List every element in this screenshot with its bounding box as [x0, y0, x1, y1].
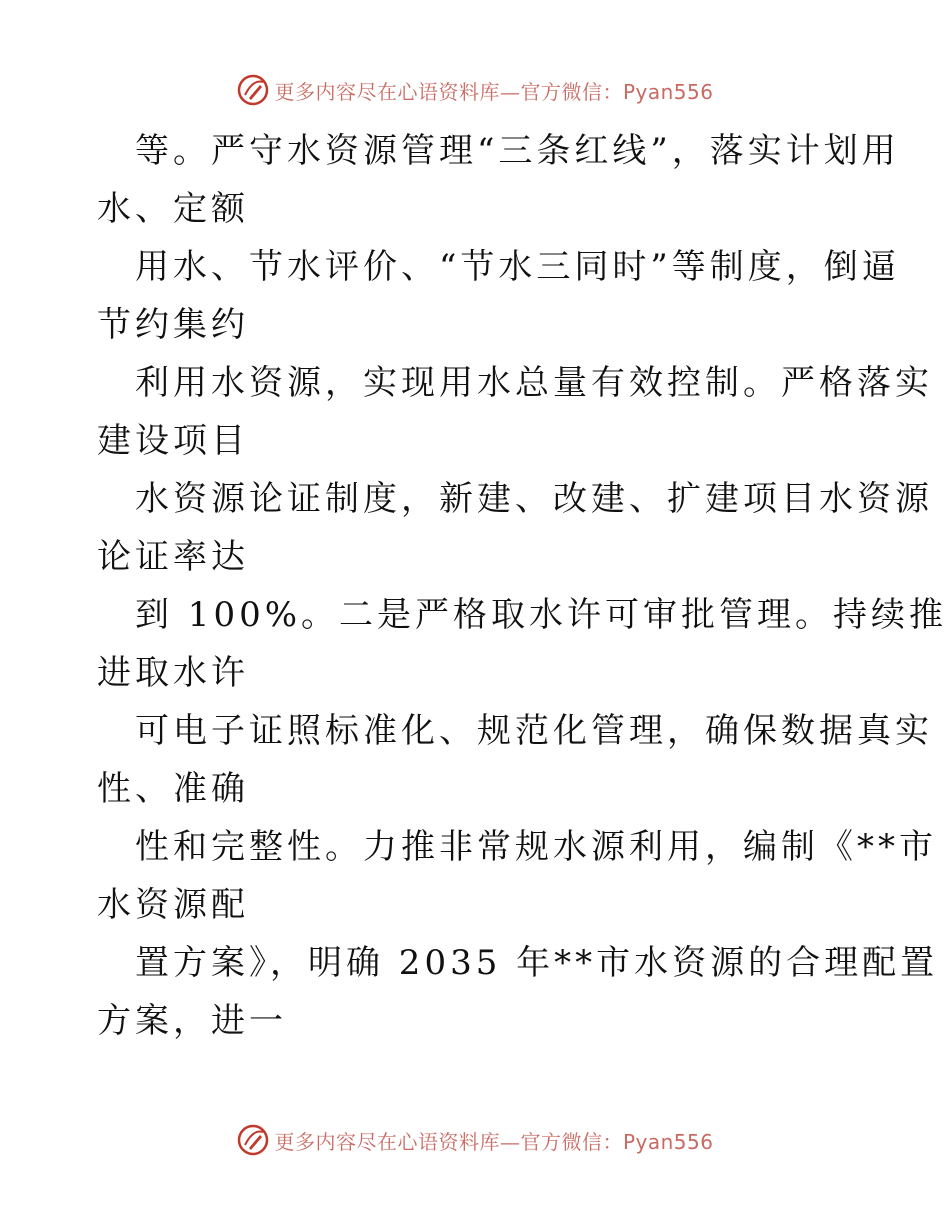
- pen-logo-icon: [236, 73, 270, 107]
- pen-logo-icon: [236, 1123, 270, 1157]
- text-line: 利用水资源，实现用水总量有效控制。严格落实: [135, 363, 933, 403]
- text-line: 水、定额: [97, 189, 249, 229]
- text-line: 进取水许: [97, 653, 249, 693]
- text-line: 性、准确: [97, 769, 249, 809]
- banner-wechat-text: 官方微信：Pyan556: [520, 1129, 714, 1154]
- banner-dash: —: [499, 1129, 521, 1154]
- document-body: [97, 122, 948, 1050]
- text-line: 方案，进一: [97, 1001, 287, 1041]
- banner-main-text: 更多内容尽在心语资料库: [274, 1129, 500, 1154]
- text-line: 置方案》，明确 2035 年**市水资源的合理配置: [135, 943, 939, 983]
- text-line: 水资源配: [97, 885, 249, 925]
- footer-watermark: [0, 1120, 950, 1160]
- header-watermark: [0, 70, 950, 110]
- text-line: 建设项目: [97, 421, 249, 461]
- text-line: 到 100%。二是严格取水许可审批管理。持续推: [135, 595, 948, 635]
- banner-main-text: 更多内容尽在心语资料库: [274, 79, 500, 104]
- text-line: 论证率达: [97, 537, 249, 577]
- text-line: 水资源论证制度，新建、改建、扩建项目水资源: [135, 479, 933, 519]
- text-line: 等。严守水资源管理“三条红线”，落实计划用: [135, 131, 900, 171]
- banner-wechat-text: 官方微信：Pyan556: [520, 79, 714, 104]
- text-line: 可电子证照标准化、规范化管理，确保数据真实: [135, 711, 933, 751]
- banner-dash: —: [499, 79, 521, 104]
- text-line: 用水、节水评价、“节水三同时”等制度，倒逼: [135, 247, 900, 287]
- text-line: 节约集约: [97, 305, 249, 345]
- text-line: 性和完整性。力推非常规水源利用，编制《**市: [135, 827, 937, 867]
